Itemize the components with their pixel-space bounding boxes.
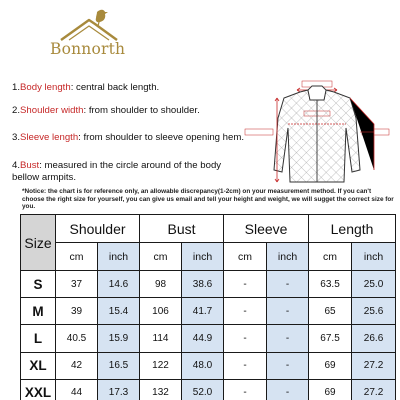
table-row [21,379,396,400]
table-cell: - [224,379,267,400]
table-cell: 106 [140,298,182,325]
note-bust: 4.Bust: measured in the circle around of the body bellow armpits. [12,160,222,183]
table-cell: 38.6 [182,271,224,298]
unit-inch: inch [267,243,309,271]
table-cell: 122 [140,352,182,379]
table-cell: 25.0 [352,271,396,298]
note-key: Bust [20,160,40,171]
table-unit-row [21,243,396,271]
note-sleeve-length: 3.Sleeve length: from shoulder to sleeve opening hem. [12,132,245,143]
unit-inch: inch [182,243,224,271]
table-cell: - [267,352,309,379]
table-cell: - [224,352,267,379]
table-cell: - [224,325,267,352]
column-header-bust: Bust [140,215,224,243]
unit-inch: inch [352,243,396,271]
column-header-sleeve: Sleeve [224,215,309,243]
table-cell: - [267,298,309,325]
table-cell: 48.0 [182,352,224,379]
table-cell: - [267,271,309,298]
table-cell: 27.2 [352,379,396,400]
table-cell: 114 [140,325,182,352]
column-header-shoulder: Shoulder [56,215,140,243]
table-cell: 17.3 [98,379,140,400]
table-cell: 15.4 [98,298,140,325]
table-cell: 44 [56,379,98,400]
table-cell: - [267,325,309,352]
size-column-header: Size [21,215,56,271]
quilted-jacket-icon [242,78,392,198]
sizing-disclaimer: *Notice: the chart is for reference only, an allowable discrepancy(1-2cm) on your measurement method. If you can't choose the right size for yourself, you can give us email and tell your height and weight, we will sugget the correct size for you. [22,188,394,211]
note-body-length: 1.Body length: central back length. [12,82,160,93]
brand-logo [50,8,150,60]
table-cell: 39 [56,298,98,325]
table-cell: 132 [140,379,182,400]
table-cell: 69 [309,352,352,379]
table-cell: 40.5 [56,325,98,352]
table-row [21,298,396,325]
table-cell: 27.2 [352,352,396,379]
table-cell: 25.6 [352,298,396,325]
table-cell: 16.5 [98,352,140,379]
table-row [21,271,396,298]
table-cell: 69 [309,379,352,400]
table-cell: 41.7 [182,298,224,325]
size-label: L [21,325,56,352]
table-cell: 52.0 [182,379,224,400]
table-cell: 44.9 [182,325,224,352]
size-label: S [21,271,56,298]
note-key: Body length [20,82,71,93]
note-key: Sleeve length [20,132,79,143]
table-cell: 14.6 [98,271,140,298]
unit-cm: cm [224,243,267,271]
unit-inch: inch [98,243,140,271]
bird-on-roof-icon [55,8,135,42]
table-row [21,352,396,379]
size-label: M [21,298,56,325]
table-cell: - [224,298,267,325]
table-cell: - [224,271,267,298]
unit-cm: cm [56,243,98,271]
table-cell: 65 [309,298,352,325]
table-cell: 63.5 [309,271,352,298]
table-cell: 26.6 [352,325,396,352]
table-cell: 98 [140,271,182,298]
size-label: XXL [21,379,56,400]
table-cell: - [267,379,309,400]
size-label: XL [21,352,56,379]
table-cell: 37 [56,271,98,298]
table-cell: 67.5 [309,325,352,352]
unit-cm: cm [140,243,182,271]
note-shoulder-width: 2.Shoulder width: from shoulder to shoulder. [12,105,200,116]
brand-name: Bonnorth [50,40,126,58]
table-row [21,325,396,352]
column-header-length: Length [309,215,396,243]
table-cell: 42 [56,352,98,379]
unit-cm: cm [309,243,352,271]
size-chart-table [20,214,396,400]
note-key: Shoulder width [20,105,84,116]
table-header-row [21,215,396,243]
jacket-measurement-illustration [242,78,392,198]
table-cell: 15.9 [98,325,140,352]
